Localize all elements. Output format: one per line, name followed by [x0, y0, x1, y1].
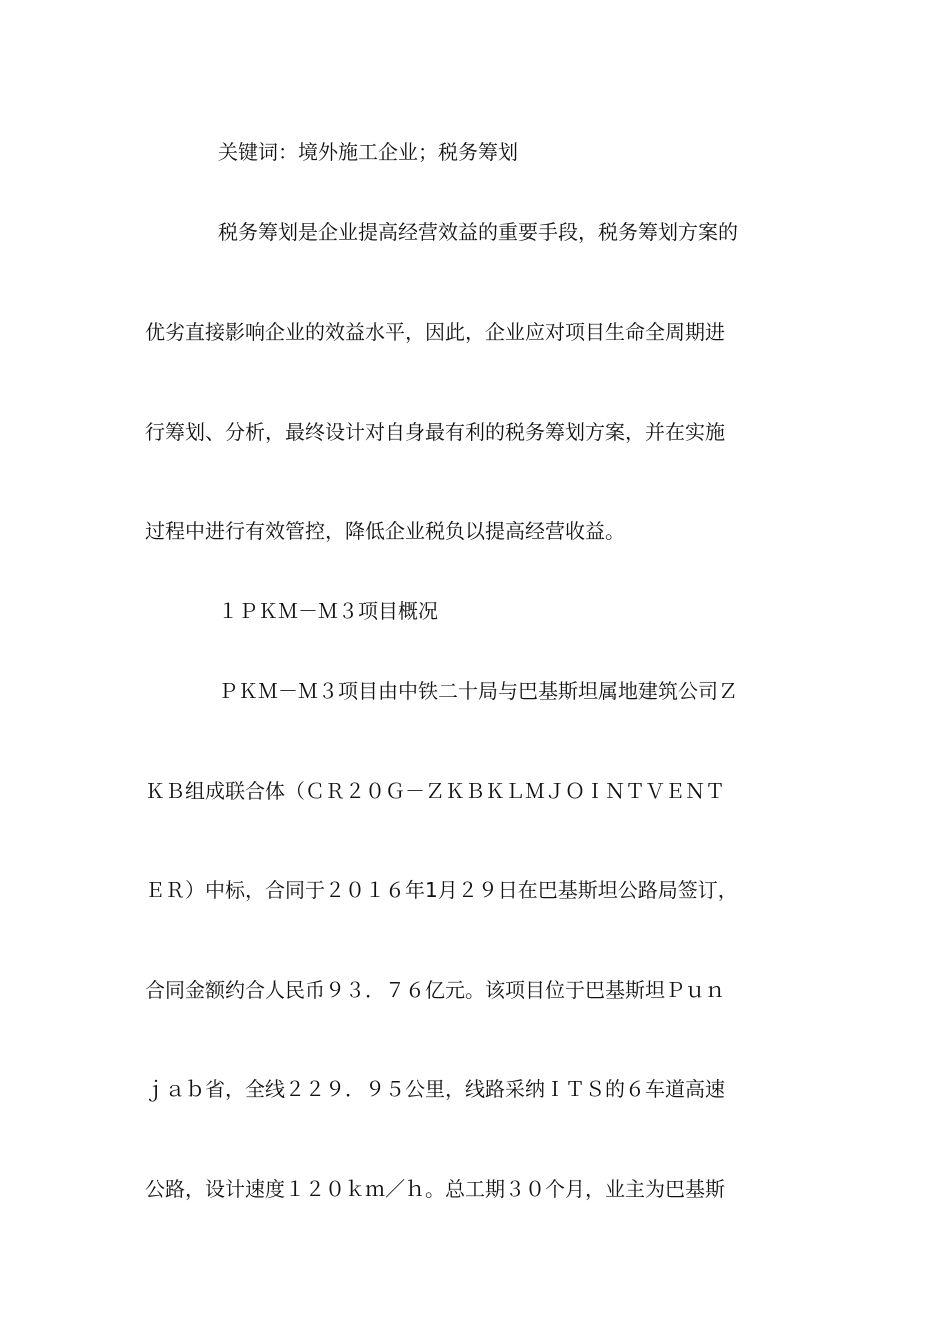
paragraph-line: 优劣直接影响企业的效益水平，因此，企业应对项目生命全周期进	[145, 320, 725, 344]
paragraph-line: ＥＲ）中标，合同于２０１６年1月２９日在巴基斯坦公路局签订，	[145, 878, 738, 902]
section-heading: １ＰＫＭ－Ｍ３项目概况	[218, 599, 438, 623]
paragraph-line: 过程中进行有效管控，降低企业税负以提高经营收益。	[145, 519, 625, 543]
paragraph-line: 税务筹划是企业提高经营效益的重要手段，税务筹划方案的	[218, 220, 738, 244]
paragraph-line: 行筹划、分析，最终设计对自身最有利的税务筹划方案，并在实施	[145, 420, 725, 444]
paragraph-line: ｊａｂ省，全线２２９．９５公里，线路采纳ＩＴＳ的６车道高速	[145, 1077, 725, 1101]
paragraph-line: ＰＫＭ－Ｍ３项目由中铁二十局与巴基斯坦属地建筑公司Ｚ	[218, 679, 738, 703]
keywords-line: 关键词：境外施工企业；税务筹划	[218, 140, 518, 164]
paragraph-line: 合同金额约合人民币９３．７６亿元。该项目位于巴基斯坦Ｐｕｎ	[145, 978, 725, 1002]
paragraph-line: 公路，设计速度１２０ｋｍ／ｈ。总工期３０个月，业主为巴基斯	[145, 1177, 725, 1201]
paragraph-line: ＫＢ组成联合体（ＣＲ２０Ｇ－ＺＫＢＫＬＭＪＯＩＮＴＶＥＮＴ	[145, 779, 725, 803]
